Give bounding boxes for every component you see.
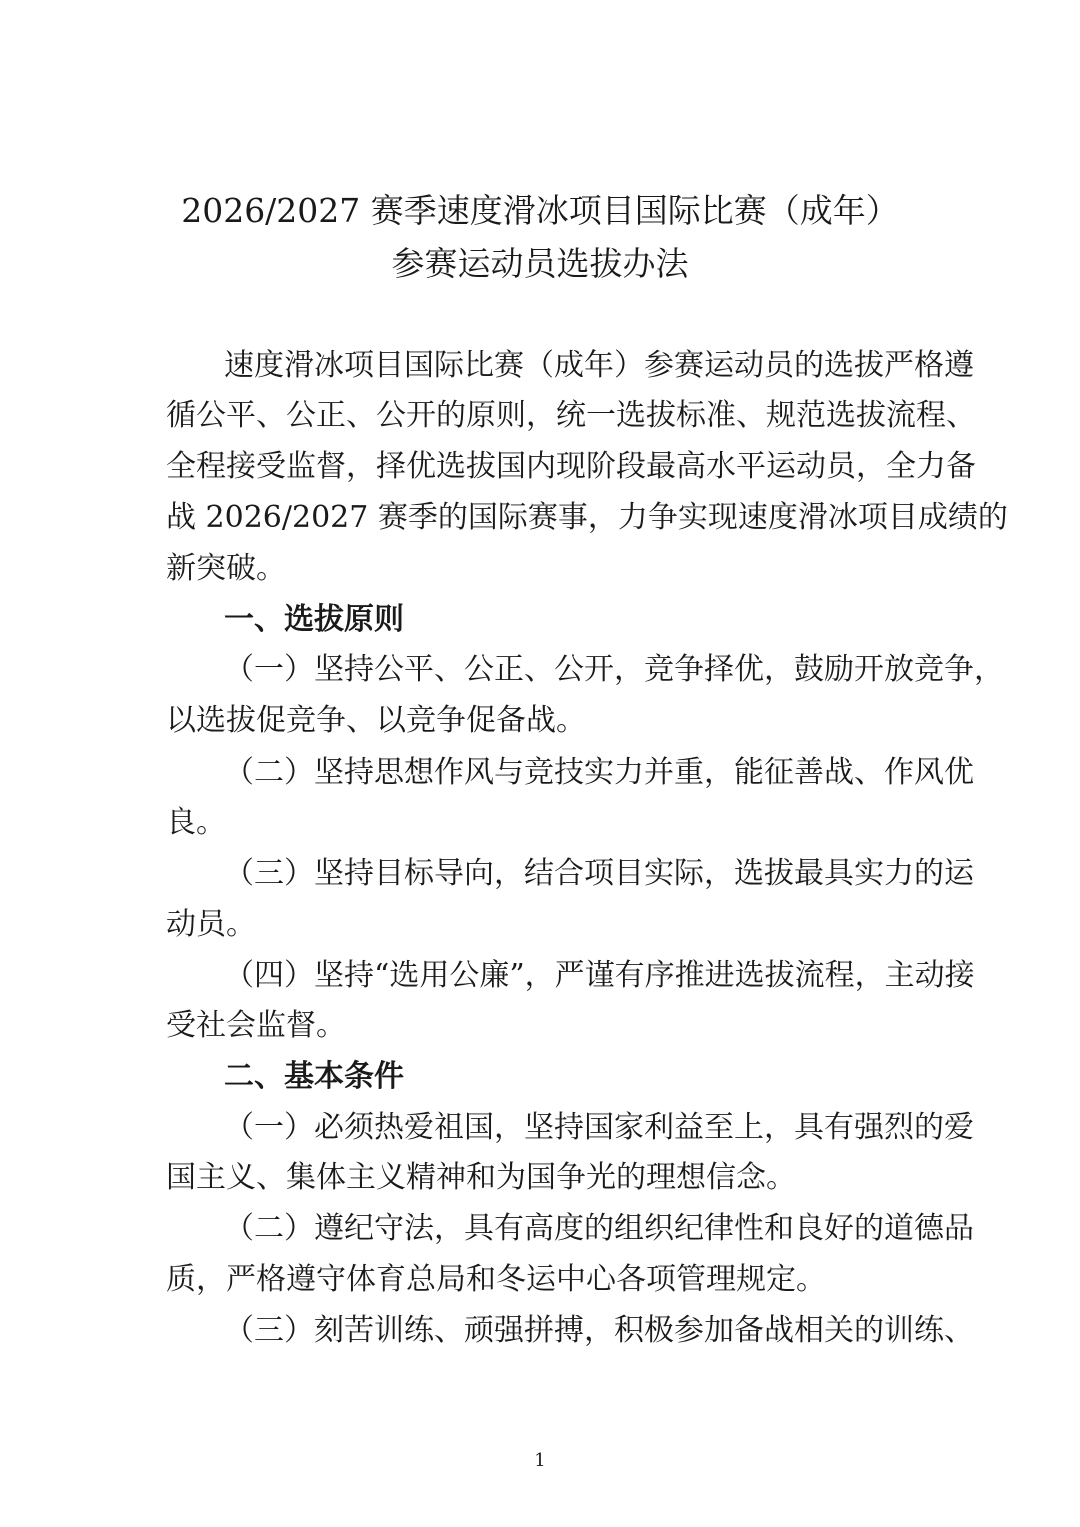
- document-title-line-1: 2026/2027 赛季速度滑冰项目国际比赛（成年）: [181, 191, 899, 230]
- paragraph-line: 质，严格遵守体育总局和冬运中心各项管理规定。: [166, 1262, 826, 1297]
- intro-line: 全程接受监督，择优选拔国内现阶段最高水平运动员，全力备: [166, 449, 976, 484]
- paragraph-line: 受社会监督。: [166, 1008, 346, 1043]
- intro-line: 战 2026/2027 赛季的国际赛事，力争实现速度滑冰项目成绩的: [166, 500, 1008, 535]
- paragraph-line: （四）坚持“选用公廉”，严谨有序推进选拔流程，主动接: [224, 958, 975, 993]
- section-heading: 二、基本条件: [224, 1059, 404, 1094]
- paragraph-line: 国主义、集体主义精神和为国争光的理想信念。: [166, 1160, 796, 1195]
- section-heading: 一、选拔原则: [224, 602, 404, 637]
- paragraph-line: （二）遵纪守法，具有高度的组织纪律性和良好的道德品: [224, 1211, 974, 1246]
- paragraph-line: （二）坚持思想作风与竞技实力并重，能征善战、作风优: [224, 755, 974, 790]
- paragraph-line: 以选拔促竞争、以竞争促备战。: [166, 703, 586, 738]
- paragraph-line: （三）坚持目标导向，结合项目实际，选拔最具实力的运: [224, 856, 974, 891]
- paragraph-line: 动员。: [166, 907, 256, 942]
- document-title-line-2: 参赛运动员选拔办法: [391, 244, 689, 283]
- paragraph-line: 良。: [166, 805, 226, 840]
- intro-line: 循公平、公正、公开的原则，统一选拔标准、规范选拔流程、: [166, 398, 976, 433]
- paragraph-line: （三）刻苦训练、顽强拼搏，积极参加备战相关的训练、: [224, 1313, 974, 1348]
- paragraph-line: （一）必须热爱祖国，坚持国家利益至上，具有强烈的爱: [224, 1110, 974, 1145]
- intro-line: 速度滑冰项目国际比赛（成年）参赛运动员的选拔严格遵: [224, 348, 974, 383]
- intro-line: 新突破。: [166, 551, 286, 586]
- page-number: 1: [534, 1450, 546, 1471]
- paragraph-line: （一）坚持公平、公正、公开，竞争择优，鼓励开放竞争，: [224, 652, 1004, 687]
